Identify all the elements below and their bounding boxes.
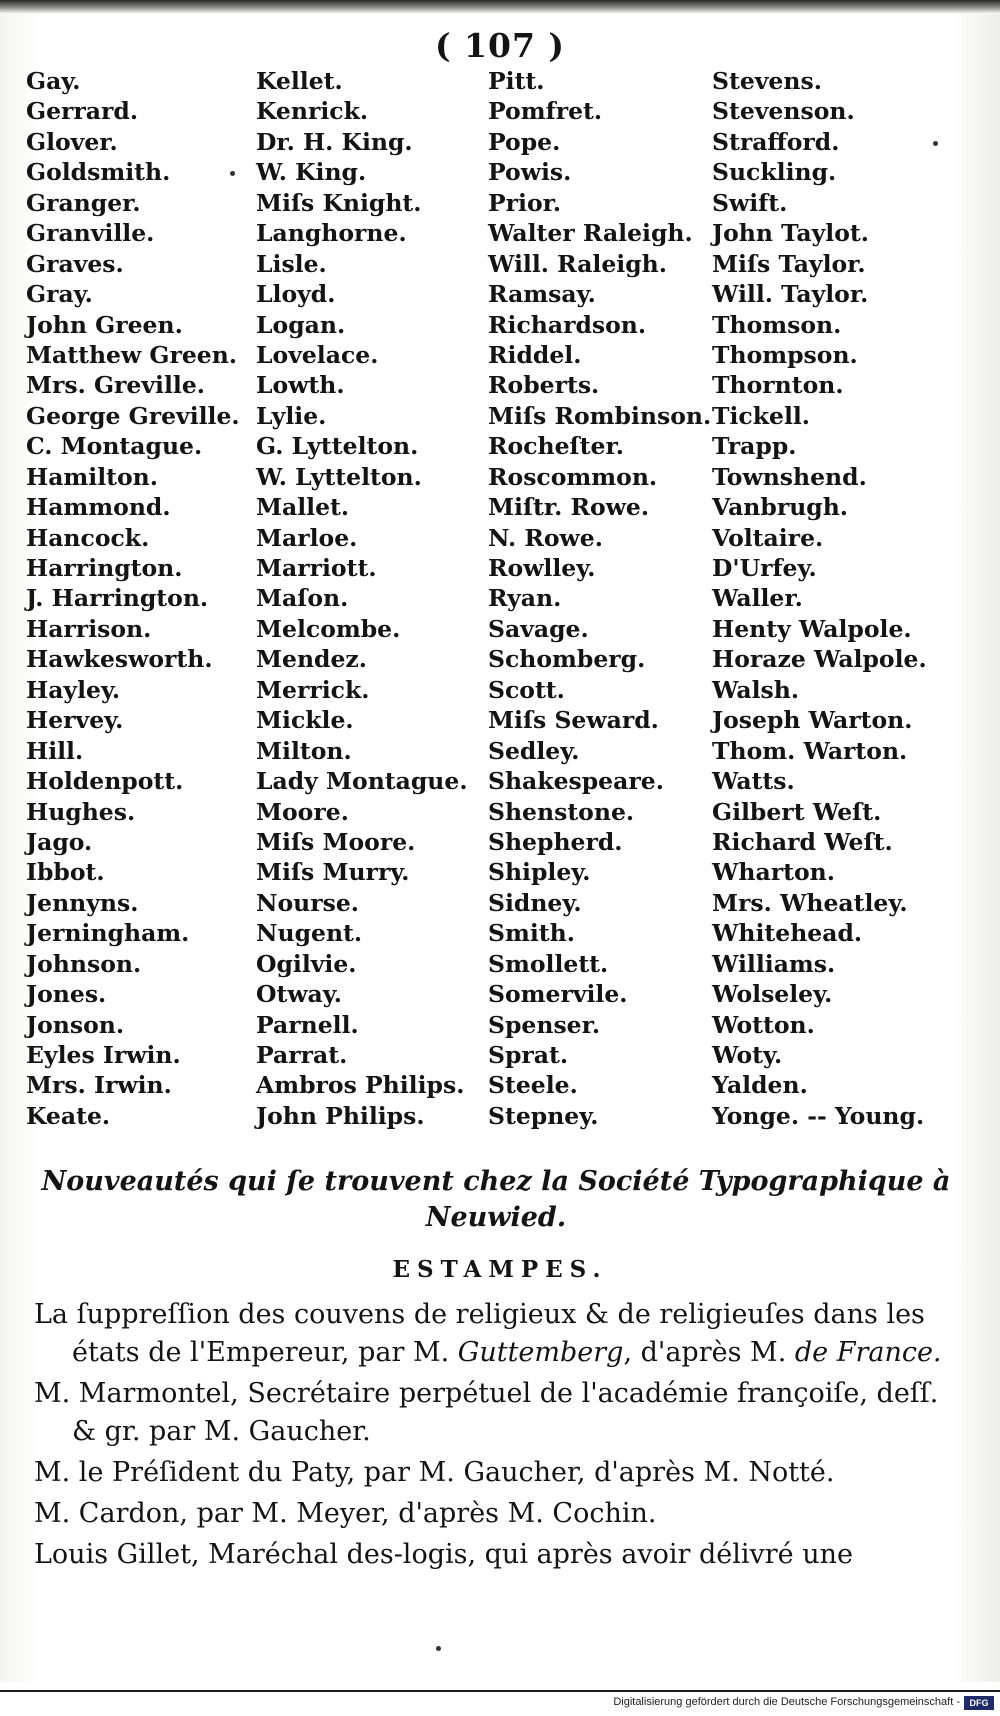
name-entry: Hancock.: [26, 523, 150, 552]
ink-speck: [230, 171, 235, 176]
name-entry: Spenser.: [488, 1010, 601, 1039]
name-entry: Jerningham.: [26, 919, 190, 948]
name-entry: Kellet.: [256, 67, 343, 95]
name-entry: Nugent.: [256, 919, 363, 948]
name-entry: Prior.: [488, 188, 562, 217]
dfg-logo: DFG: [964, 1696, 994, 1710]
name-entry: Woty.: [712, 1041, 783, 1069]
name-entry: Roberts.: [488, 371, 600, 400]
name-entry: Swift.: [712, 188, 788, 217]
name-entry: Goldsmith.: [26, 158, 171, 187]
name-entry: Townshend.: [712, 462, 867, 491]
name-entry: Schomberg.: [488, 645, 646, 674]
estampe-entry: [34, 1375, 954, 1451]
name-entry: Mrs. Wheatley.: [712, 888, 908, 917]
name-entry: N. Rowe.: [488, 523, 603, 552]
name-entry: Rocheſter.: [488, 432, 624, 461]
estampe-entry: [34, 1296, 954, 1372]
name-entry: W. King.: [256, 158, 367, 187]
name-entry: Stepney.: [488, 1101, 599, 1130]
name-entry: Roscommon.: [488, 462, 658, 491]
name-entry: Dr. H. King.: [256, 127, 413, 156]
name-entry: Strafford.: [712, 127, 840, 156]
name-entry: Sprat.: [488, 1041, 569, 1069]
name-entry: Logan.: [256, 310, 346, 339]
name-entry: Smollett.: [488, 949, 609, 978]
name-column-3: [488, 66, 711, 1131]
name-entry: Miſs Seward.: [488, 706, 659, 735]
name-columns: [26, 66, 966, 1146]
name-entry: Shakespeare.: [488, 767, 664, 796]
name-entry: Ogilvie.: [256, 949, 357, 978]
estampe-entry: [34, 1495, 954, 1533]
name-entry: Lady Montague.: [256, 767, 468, 796]
name-entry: Langhorne.: [256, 219, 407, 248]
entry-italic-text: Guttemberg: [457, 1337, 624, 1368]
name-entry: Mrs. Irwin.: [26, 1071, 172, 1100]
nouveautes-heading: [36, 1164, 956, 1236]
name-entry: Lowth.: [256, 371, 345, 400]
name-entry: Ambros Philips.: [256, 1071, 465, 1100]
name-entry: C. Montague.: [26, 432, 203, 461]
name-entry: Miſs Moore.: [256, 827, 416, 856]
name-entry: Williams.: [712, 949, 836, 978]
section-title: ESTAMPES.: [392, 1256, 608, 1283]
ink-speck: [436, 1646, 441, 1651]
name-entry: Miſs Murry.: [256, 858, 410, 887]
name-entry: Miſs Rombinson.: [488, 401, 712, 430]
name-entry: Mickle.: [256, 706, 354, 735]
name-entry: Sidney.: [488, 888, 582, 917]
name-entry: Hill.: [26, 736, 84, 765]
name-entry: Waller.: [712, 584, 803, 613]
name-entry: Pitt.: [488, 67, 545, 95]
name-entry: Savage.: [488, 614, 589, 643]
page-top-edge: [0, 0, 1000, 14]
entry-text: , d'après M.: [623, 1337, 795, 1368]
name-entry: Eyles Irwin.: [26, 1041, 181, 1069]
name-entry: Shenstone.: [488, 797, 635, 826]
name-entry: Thornton.: [712, 371, 844, 400]
name-entry: Henty Walpole.: [712, 614, 912, 643]
heading-line-2: Neuwied.: [425, 1202, 567, 1233]
name-entry: Riddel.: [488, 340, 582, 369]
name-entry: Walsh.: [712, 675, 800, 704]
name-entry: Sedley.: [488, 736, 580, 765]
name-entry: Harrington.: [26, 554, 183, 582]
name-entry: Wharton.: [712, 858, 835, 887]
name-entry: Pomfret.: [488, 97, 603, 126]
name-entry: Trapp.: [712, 432, 797, 461]
name-entry: Ramsay.: [488, 280, 596, 309]
name-entry: Thom. Warton.: [712, 736, 908, 765]
entry-text: La ſuppreſſion des couvens de religieux & de religieuſes dans les états de l'Empereur, par M.: [34, 1299, 925, 1368]
name-entry: Ibbot.: [26, 858, 105, 887]
estampes-list: [34, 1296, 954, 1577]
name-entry: Thomson.: [712, 310, 842, 339]
name-entry: Somervile.: [488, 980, 628, 1009]
entry-text: M. Cardon, par M. Meyer, d'après M. Cochin.: [34, 1498, 657, 1529]
name-entry: John Green.: [26, 310, 183, 339]
name-entry: Miſs Knight.: [256, 188, 422, 217]
name-entry: Powis.: [488, 158, 572, 187]
name-entry: Merrick.: [256, 675, 370, 704]
name-entry: Gray.: [26, 280, 93, 309]
name-entry: Miſtr. Rowe.: [488, 493, 650, 522]
digitization-footer: [0, 1682, 1000, 1716]
name-entry: Gilbert Weſt.: [712, 797, 882, 826]
name-entry: G. Lyttelton.: [256, 432, 419, 461]
name-entry: Will. Raleigh.: [488, 249, 667, 278]
name-entry: Holdenpott.: [26, 767, 184, 796]
name-entry: Glover.: [26, 127, 118, 156]
name-entry: Yonge. -- Young.: [712, 1101, 925, 1130]
name-entry: D'Urfey.: [712, 554, 817, 582]
entry-italic-text: de France.: [794, 1337, 942, 1368]
name-entry: Marloe.: [256, 523, 358, 552]
heading-line-1: Nouveautés qui ſe trouvent chez la Société Typographique à: [41, 1166, 951, 1197]
name-entry: Hammond.: [26, 493, 171, 522]
name-entry: Hawkesworth.: [26, 645, 213, 674]
name-entry: Kenrick.: [256, 97, 369, 126]
name-entry: Will. Taylor.: [712, 280, 869, 309]
name-entry: Milton.: [256, 736, 352, 765]
name-entry: Graves.: [26, 249, 124, 278]
name-entry: Marriott.: [256, 554, 377, 582]
name-entry: Jonson.: [26, 1010, 125, 1039]
name-entry: Parnell.: [256, 1010, 359, 1039]
name-entry: W. Lyttelton.: [256, 462, 422, 491]
name-entry: Watts.: [712, 767, 795, 796]
entry-text: M. le Préſident du Paty, par M. Gaucher, d'après M. Notté.: [34, 1457, 835, 1488]
name-entry: Gerrard.: [26, 97, 139, 126]
name-entry: Mrs. Greville.: [26, 371, 205, 400]
name-entry: Joseph Warton.: [712, 706, 913, 735]
name-entry: Mallet.: [256, 493, 350, 522]
name-entry: Moore.: [256, 797, 349, 826]
name-entry: Lisle.: [256, 249, 327, 278]
entry-text: M. Marmontel, Secrétaire perpétuel de l'académie françoiſe, deſſ. & gr. par M. Gaucher.: [34, 1378, 939, 1447]
name-entry: Ryan.: [488, 584, 562, 613]
name-entry: George Greville.: [26, 401, 240, 430]
name-entry: Suckling.: [712, 158, 837, 187]
name-column-1: [26, 66, 240, 1131]
name-entry: Richard Weſt.: [712, 827, 893, 856]
footer-text: Digitalisierung gefördert durch die Deutsche Forschungsgemeinschaft -: [613, 1696, 960, 1708]
name-entry: Jennyns.: [26, 888, 139, 917]
name-column-2: [256, 66, 468, 1131]
name-entry: J. Harrington.: [26, 584, 209, 613]
name-entry: Tickell.: [712, 401, 810, 430]
name-entry: Otway.: [256, 980, 342, 1009]
name-entry: Gay.: [26, 67, 81, 95]
name-entry: Hervey.: [26, 706, 124, 735]
estampe-entry: [34, 1536, 954, 1574]
name-entry: Hamilton.: [26, 462, 158, 491]
name-entry: Nourse.: [256, 888, 359, 917]
name-entry: Shipley.: [488, 858, 591, 887]
name-entry: Wotton.: [712, 1010, 815, 1039]
name-entry: Johnson.: [26, 949, 142, 978]
name-entry: Walter Raleigh.: [488, 219, 693, 248]
name-entry: Smith.: [488, 919, 575, 948]
name-column-4: [712, 66, 927, 1131]
name-entry: Stevenson.: [712, 97, 855, 126]
name-entry: John Philips.: [256, 1101, 425, 1130]
entry-text: Louis Gillet, Maréchal des-logis, qui après avoir délivré une: [34, 1539, 853, 1570]
name-entry: Granger.: [26, 188, 141, 217]
name-entry: Keate.: [26, 1101, 111, 1130]
name-entry: Scott.: [488, 675, 565, 704]
name-entry: Harrison.: [26, 614, 152, 643]
name-entry: Maſon.: [256, 584, 349, 613]
name-entry: Hayley.: [26, 675, 121, 704]
name-entry: Richardson.: [488, 310, 647, 339]
name-entry: Granville.: [26, 219, 155, 248]
name-entry: Wolseley.: [712, 980, 833, 1009]
name-entry: Whitehead.: [712, 919, 863, 948]
name-entry: Pope.: [488, 127, 561, 156]
name-entry: Melcombe.: [256, 614, 401, 643]
name-entry: Matthew Green.: [26, 340, 238, 369]
footer-rule: [0, 1690, 1000, 1692]
name-entry: Jago.: [26, 827, 93, 856]
page-number: ( 107 ): [434, 26, 566, 65]
name-entry: Shepherd.: [488, 827, 623, 856]
name-entry: Mendez.: [256, 645, 367, 674]
name-entry: Miſs Taylor.: [712, 249, 866, 278]
name-entry: Vanbrugh.: [712, 493, 848, 522]
name-entry: Jones.: [26, 980, 107, 1009]
name-entry: Yalden.: [712, 1071, 808, 1100]
name-entry: Parrat.: [256, 1041, 348, 1069]
name-entry: Lylie.: [256, 401, 327, 430]
estampe-entry: [34, 1454, 954, 1492]
name-entry: Steele.: [488, 1071, 578, 1100]
name-entry: Horaze Walpole.: [712, 645, 927, 674]
name-entry: Hughes.: [26, 797, 136, 826]
name-entry: John Taylot.: [712, 219, 869, 248]
name-entry: Stevens.: [712, 67, 822, 95]
name-entry: Lovelace.: [256, 340, 379, 369]
name-entry: Voltaire.: [712, 523, 824, 552]
name-entry: Lloyd.: [256, 280, 336, 309]
name-entry: Rowlley.: [488, 554, 596, 582]
name-entry: Thompson.: [712, 340, 858, 369]
ink-speck: [933, 141, 938, 146]
